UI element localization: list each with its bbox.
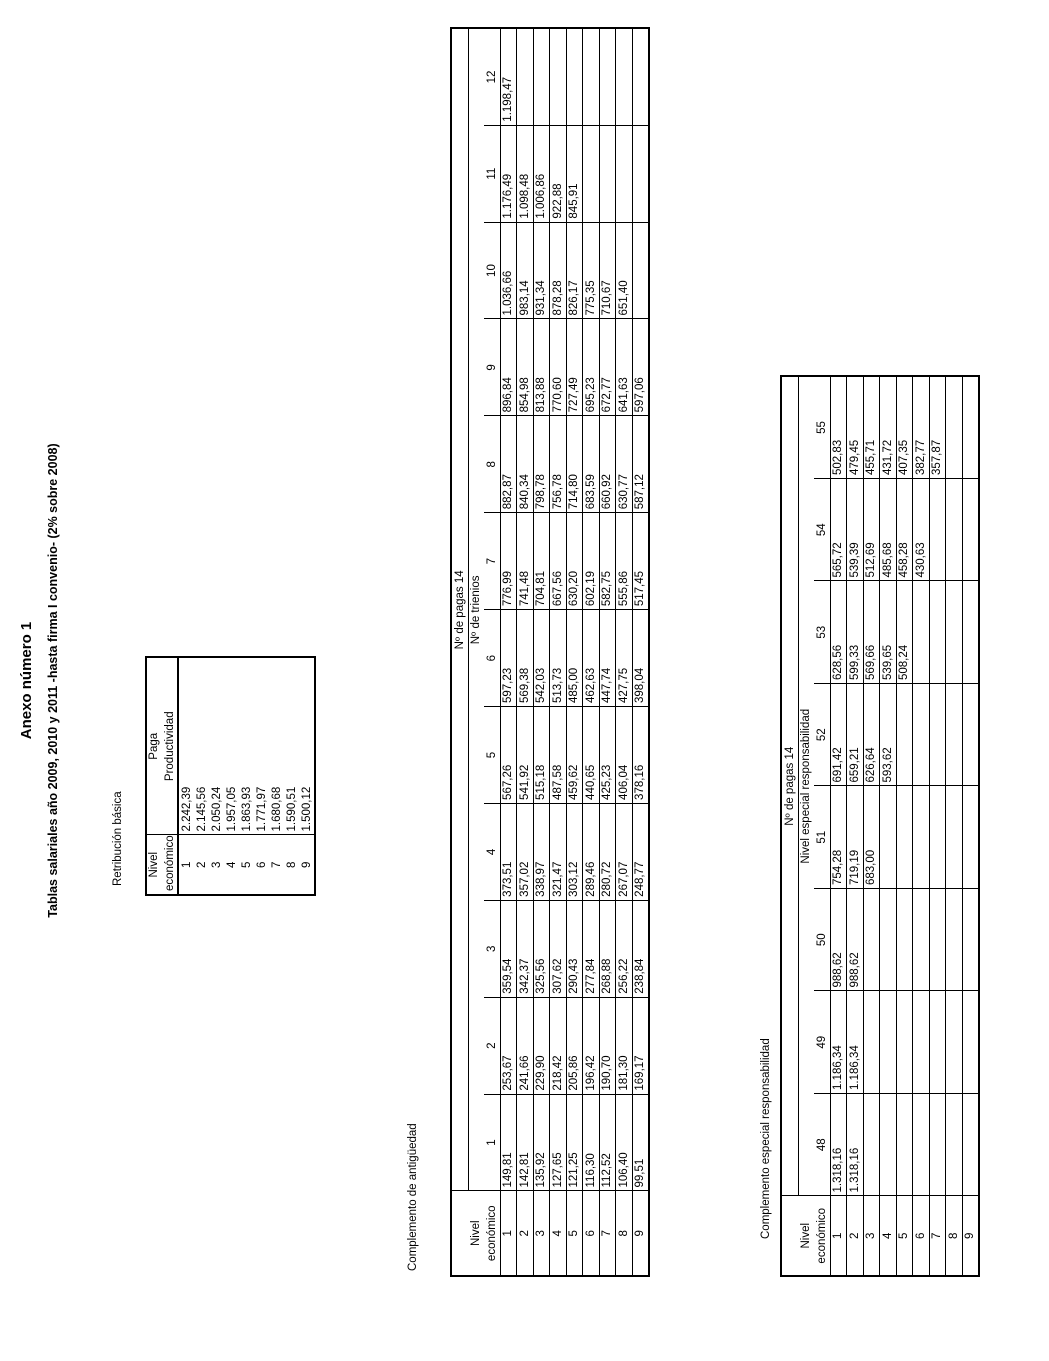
- antiguedad-value-cell: 280,72: [599, 803, 616, 900]
- antiguedad-value-cell: 1.006,86: [533, 125, 550, 222]
- antiguedad-value-cell: 359,54: [500, 900, 517, 997]
- antiguedad-value-cell: 321,47: [550, 803, 567, 900]
- basica-level-cell: 4: [225, 861, 238, 868]
- especial-value-cell: [946, 479, 963, 582]
- antiguedad-value-cell: 770,60: [550, 319, 567, 416]
- antiguedad-value-cell: 714,80: [566, 416, 583, 513]
- especial-value-cell: [962, 376, 979, 479]
- antiguedad-value-cell: [616, 125, 633, 222]
- antiguedad-value-cell: 840,34: [517, 416, 534, 513]
- especial-level-cell: 7: [929, 1196, 946, 1276]
- antiguedad-value-cell: [632, 222, 649, 319]
- antiguedad-col-header: 9: [484, 319, 500, 416]
- basica-value-cell: 2.242,39: [178, 657, 194, 835]
- especial-col-header: 51: [814, 786, 830, 889]
- especial-value-cell: 430,63: [913, 479, 930, 582]
- antiguedad-level-cell: 4: [550, 1191, 567, 1276]
- antiguedad-value-cell: 459,62: [566, 707, 583, 804]
- antiguedad-col-header: 12: [484, 28, 500, 125]
- antiguedad-value-cell: 127,65: [550, 1094, 567, 1191]
- especial-value-cell: [962, 889, 979, 992]
- especial-value-cell: 599,33: [847, 581, 864, 684]
- antiguedad-value-cell: 582,75: [599, 513, 616, 610]
- antiguedad-value-cell: 1.198,47: [500, 28, 517, 125]
- especial-value-cell: 539,39: [847, 479, 864, 582]
- especial-row: [929, 376, 946, 1276]
- antiguedad-value-cell: [550, 28, 567, 125]
- antiguedad-value-cell: 248,77: [632, 803, 649, 900]
- especial-value-cell: [913, 889, 930, 992]
- basica-level-cell: 6: [255, 861, 268, 868]
- antiguedad-value-cell: 342,37: [517, 900, 534, 997]
- antiguedad-value-cell: 555,86: [616, 513, 633, 610]
- especial-value-cell: [896, 684, 913, 787]
- antiguedad-value-cell: 667,56: [550, 513, 567, 610]
- antiguedad-value-cell: 741,48: [517, 513, 534, 610]
- especial-value-cell: [880, 991, 897, 1094]
- antiguedad-value-cell: 121,25: [566, 1094, 583, 1191]
- antiguedad-value-cell: 517,45: [632, 513, 649, 610]
- basica-row: [254, 657, 269, 895]
- antiguedad-value-cell: 425,23: [599, 707, 616, 804]
- especial-value-cell: [962, 991, 979, 1094]
- especial-value-cell: 626,64: [863, 684, 880, 787]
- especial-col-header: 50: [814, 889, 830, 992]
- especial-value-cell: [913, 581, 930, 684]
- page-subtitle: Tablas salariales año 2009, 2010 y 2011 -hasta firma I convenio- (2% sobre 2008): [46, 443, 60, 918]
- basica-header-level-1: Nivel: [148, 851, 160, 878]
- especial-level-cell: 6: [913, 1196, 930, 1276]
- antiguedad-value-cell: 1.036,66: [500, 222, 517, 319]
- antiguedad-value-cell: 826,17: [566, 222, 583, 319]
- basica-value-cell: 1.680,68: [269, 657, 284, 835]
- antiguedad-value-cell: 983,14: [517, 222, 534, 319]
- antiguedad-col-header: 1: [484, 1094, 500, 1191]
- antiguedad-value-cell: 542,03: [533, 610, 550, 707]
- especial-value-cell: 539,65: [880, 581, 897, 684]
- especial-value-cell: 512,69: [863, 479, 880, 582]
- antiguedad-value-cell: 447,74: [599, 610, 616, 707]
- antiguedad-value-cell: 169,17: [632, 997, 649, 1094]
- antiguedad-table: [450, 27, 650, 1277]
- especial-value-cell: 455,71: [863, 376, 880, 479]
- especial-value-cell: 683,00: [863, 786, 880, 889]
- especial-value-cell: [929, 786, 946, 889]
- antiguedad-col-header: 2: [484, 997, 500, 1094]
- especial-value-cell: [962, 479, 979, 582]
- basica-value-cell: 1.957,05: [224, 657, 239, 835]
- antiguedad-col-header: 3: [484, 900, 500, 997]
- antiguedad-value-cell: 776,99: [500, 513, 517, 610]
- antiguedad-value-cell: 513,73: [550, 610, 567, 707]
- antiguedad-trienios-header: Nº de trienios: [468, 28, 484, 1191]
- antiguedad-value-cell: 373,51: [500, 803, 517, 900]
- especial-pagas-header: Nº de pagas 14: [781, 376, 798, 1196]
- especial-value-cell: [929, 991, 946, 1094]
- antiguedad-row: [566, 28, 583, 1276]
- antiguedad-value-cell: 229,90: [533, 997, 550, 1094]
- antiguedad-value-cell: 756,78: [550, 416, 567, 513]
- antiguedad-pagas-header: Nº de pagas 14: [451, 28, 468, 1191]
- especial-value-cell: 593,62: [880, 684, 897, 787]
- antiguedad-value-cell: 672,77: [599, 319, 616, 416]
- antiguedad-value-cell: 931,34: [533, 222, 550, 319]
- antiguedad-row: [599, 28, 616, 1276]
- antiguedad-value-cell: 882,87: [500, 416, 517, 513]
- especial-level-cell: 9: [962, 1196, 979, 1276]
- especial-header-empty: [781, 1196, 798, 1276]
- antiguedad-col-header: 6: [484, 610, 500, 707]
- especial-value-cell: 719,19: [847, 786, 864, 889]
- especial-col-header: 54: [814, 479, 830, 582]
- basica-value-cell: 1.863,93: [239, 657, 254, 835]
- especial-level-cell: 3: [863, 1196, 880, 1276]
- especial-header-level-1: Nivel: [800, 1222, 812, 1249]
- antiguedad-value-cell: 135,92: [533, 1094, 550, 1191]
- especial-level-cell: 8: [946, 1196, 963, 1276]
- basica-value-cell: 1.500,12: [299, 657, 315, 835]
- antiguedad-value-cell: 597,06: [632, 319, 649, 416]
- especial-value-cell: [913, 991, 930, 1094]
- antiguedad-row: [583, 28, 600, 1276]
- especial-row: [863, 376, 880, 1276]
- especial-value-cell: [962, 684, 979, 787]
- especial-col-header: 48: [814, 1094, 830, 1197]
- basica-level-cell: 2: [195, 861, 208, 868]
- antiguedad-value-cell: [599, 28, 616, 125]
- antiguedad-value-cell: [632, 28, 649, 125]
- basica-row: [178, 657, 194, 895]
- antiguedad-level-cell: 7: [599, 1191, 616, 1276]
- especial-row: [847, 376, 864, 1276]
- antiguedad-value-cell: 325,56: [533, 900, 550, 997]
- especial-col-header: 53: [814, 581, 830, 684]
- antiguedad-level-cell: 3: [533, 1191, 550, 1276]
- basica-header-paga-2: Productividad: [162, 657, 178, 835]
- especial-value-cell: 502,83: [830, 376, 847, 479]
- antiguedad-header-empty: [451, 1191, 468, 1276]
- antiguedad-value-cell: [599, 125, 616, 222]
- especial-header-level-2: económico: [815, 1207, 828, 1264]
- antiguedad-value-cell: 106,40: [616, 1094, 633, 1191]
- antiguedad-level-cell: 8: [616, 1191, 633, 1276]
- antiguedad-value-cell: 651,40: [616, 222, 633, 319]
- especial-value-cell: [913, 786, 930, 889]
- especial-value-cell: 1.318,16: [847, 1094, 864, 1197]
- antiguedad-value-cell: 515,18: [533, 707, 550, 804]
- antiguedad-col-header: 10: [484, 222, 500, 319]
- antiguedad-value-cell: 660,92: [599, 416, 616, 513]
- especial-value-cell: [929, 479, 946, 582]
- antiguedad-value-cell: 142,81: [517, 1094, 534, 1191]
- especial-value-cell: 479,45: [847, 376, 864, 479]
- especial-value-cell: [946, 684, 963, 787]
- especial-value-cell: [896, 991, 913, 1094]
- antiguedad-value-cell: 116,30: [583, 1094, 600, 1191]
- antiguedad-value-cell: [632, 125, 649, 222]
- especial-value-cell: [913, 1094, 930, 1197]
- antiguedad-value-cell: 149,81: [500, 1094, 517, 1191]
- antiguedad-value-cell: 267,07: [616, 803, 633, 900]
- antiguedad-value-cell: 567,26: [500, 707, 517, 804]
- especial-value-cell: [946, 889, 963, 992]
- especial-value-cell: 485,68: [880, 479, 897, 582]
- especial-value-cell: 628,56: [830, 581, 847, 684]
- antiguedad-value-cell: 253,67: [500, 997, 517, 1094]
- antiguedad-value-cell: 357,02: [517, 803, 534, 900]
- antiguedad-header-level-2: económico: [485, 1205, 498, 1262]
- especial-value-cell: [962, 581, 979, 684]
- antiguedad-value-cell: 196,42: [583, 997, 600, 1094]
- antiguedad-value-cell: [583, 28, 600, 125]
- especial-value-cell: [962, 786, 979, 889]
- especial-level-cell: 2: [847, 1196, 864, 1276]
- antiguedad-row: [517, 28, 534, 1276]
- antiguedad-value-cell: 896,84: [500, 319, 517, 416]
- antiguedad-value-cell: 541,92: [517, 707, 534, 804]
- antiguedad-level-cell: 9: [632, 1191, 649, 1276]
- antiguedad-value-cell: 798,78: [533, 416, 550, 513]
- basica-value-cell: 1.590,51: [284, 657, 299, 835]
- antiguedad-col-header: 11: [484, 125, 500, 222]
- antiguedad-value-cell: 268,88: [599, 900, 616, 997]
- especial-value-cell: [946, 786, 963, 889]
- especial-value-cell: [863, 991, 880, 1094]
- antiguedad-value-cell: 462,63: [583, 610, 600, 707]
- basica-level-cell: 3: [210, 861, 223, 868]
- especial-level-cell: 4: [880, 1196, 897, 1276]
- antiguedad-value-cell: 727,49: [566, 319, 583, 416]
- especial-value-cell: 382,77: [913, 376, 930, 479]
- antiguedad-value-cell: 587,12: [632, 416, 649, 513]
- especial-value-cell: [896, 889, 913, 992]
- antiguedad-value-cell: 440,65: [583, 707, 600, 804]
- antiguedad-value-cell: 602,19: [583, 513, 600, 610]
- especial-value-cell: [863, 889, 880, 992]
- antiguedad-value-cell: 1.098,48: [517, 125, 534, 222]
- especial-value-cell: 458,28: [896, 479, 913, 582]
- especial-level-cell: 5: [896, 1196, 913, 1276]
- especial-value-cell: 754,28: [830, 786, 847, 889]
- especial-value-cell: 988,62: [847, 889, 864, 992]
- basica-level-cell: 1: [178, 835, 194, 895]
- especial-col-header: 49: [814, 991, 830, 1094]
- especial-level-cell: 1: [830, 1196, 847, 1276]
- antiguedad-value-cell: [583, 125, 600, 222]
- especial-value-cell: [929, 581, 946, 684]
- antiguedad-value-cell: 813,88: [533, 319, 550, 416]
- antiguedad-value-cell: 290,43: [566, 900, 583, 997]
- basica-row: [209, 657, 224, 895]
- especial-value-cell: [880, 889, 897, 992]
- basica-level-cell: 5: [240, 861, 253, 868]
- antiguedad-value-cell: 485,00: [566, 610, 583, 707]
- antiguedad-value-cell: [566, 28, 583, 125]
- especial-value-cell: 357,87: [929, 376, 946, 479]
- antiguedad-value-cell: 277,84: [583, 900, 600, 997]
- basica-row: [299, 657, 315, 895]
- antiguedad-value-cell: 922,88: [550, 125, 567, 222]
- especial-value-cell: 508,24: [896, 581, 913, 684]
- basica-row: [269, 657, 284, 895]
- antiguedad-level-cell: 5: [566, 1191, 583, 1276]
- antiguedad-col-header: 7: [484, 513, 500, 610]
- antiguedad-value-cell: 303,12: [566, 803, 583, 900]
- antiguedad-col-header: 4: [484, 803, 500, 900]
- antiguedad-header-level-1: Nivel: [470, 1220, 482, 1247]
- antiguedad-row: [500, 28, 517, 1276]
- antiguedad-value-cell: 630,77: [616, 416, 633, 513]
- antiguedad-value-cell: 569,38: [517, 610, 534, 707]
- antiguedad-value-cell: 181,30: [616, 997, 633, 1094]
- especial-row: [946, 376, 963, 1276]
- basica-header-level-2: económico: [164, 835, 176, 891]
- antiguedad-level-cell: 2: [517, 1191, 534, 1276]
- especial-table: [780, 375, 980, 1277]
- antiguedad-value-cell: 205,86: [566, 997, 583, 1094]
- especial-value-cell: [946, 1094, 963, 1197]
- especial-col-header: 52: [814, 684, 830, 787]
- especial-value-cell: [929, 1094, 946, 1197]
- especial-value-cell: 1.186,34: [830, 991, 847, 1094]
- especial-row: [896, 376, 913, 1276]
- antiguedad-value-cell: 1.176,49: [500, 125, 517, 222]
- antiguedad-value-cell: 112,52: [599, 1094, 616, 1191]
- antiguedad-value-cell: [517, 28, 534, 125]
- basica-table: [145, 656, 316, 896]
- especial-value-cell: [913, 684, 930, 787]
- antiguedad-level-cell: 6: [583, 1191, 600, 1276]
- antiguedad-value-cell: 256,22: [616, 900, 633, 997]
- antiguedad-value-cell: 695,23: [583, 319, 600, 416]
- especial-value-cell: 659,21: [847, 684, 864, 787]
- antiguedad-value-cell: 854,98: [517, 319, 534, 416]
- especial-value-cell: [929, 684, 946, 787]
- especial-value-cell: [946, 991, 963, 1094]
- basica-caption: Retribución básica: [112, 791, 124, 886]
- antiguedad-value-cell: 241,66: [517, 997, 534, 1094]
- antiguedad-value-cell: 406,04: [616, 707, 633, 804]
- basica-header-paga-1: Paga: [146, 657, 162, 835]
- antiguedad-value-cell: 775,35: [583, 222, 600, 319]
- antiguedad-value-cell: 427,75: [616, 610, 633, 707]
- especial-value-cell: [896, 786, 913, 889]
- antiguedad-value-cell: 289,46: [583, 803, 600, 900]
- antiguedad-value-cell: 238,84: [632, 900, 649, 997]
- antiguedad-value-cell: 398,04: [632, 610, 649, 707]
- antiguedad-value-cell: 845,91: [566, 125, 583, 222]
- page-title: Anexo número 1: [18, 621, 35, 740]
- antiguedad-value-cell: 487,58: [550, 707, 567, 804]
- especial-value-cell: 1.318,16: [830, 1094, 847, 1197]
- basica-row: [224, 657, 239, 895]
- antiguedad-value-cell: 378,16: [632, 707, 649, 804]
- antiguedad-value-cell: 704,81: [533, 513, 550, 610]
- especial-value-cell: [929, 889, 946, 992]
- especial-row: [880, 376, 897, 1276]
- especial-row: [962, 376, 979, 1276]
- especial-nivel-header: Nivel especial responsabilidad: [798, 376, 814, 1196]
- antiguedad-value-cell: 683,59: [583, 416, 600, 513]
- antiguedad-value-cell: 218,42: [550, 997, 567, 1094]
- especial-value-cell: [946, 581, 963, 684]
- antiguedad-value-cell: 338,97: [533, 803, 550, 900]
- especial-value-cell: 407,35: [896, 376, 913, 479]
- antiguedad-value-cell: [533, 28, 550, 125]
- basica-value-cell: 1.771,97: [254, 657, 269, 835]
- basica-level-cell: 9: [300, 861, 313, 868]
- especial-value-cell: 431,72: [880, 376, 897, 479]
- especial-value-cell: 1.186,34: [847, 991, 864, 1094]
- especial-value-cell: [896, 1094, 913, 1197]
- basica-value-cell: 2.050,24: [209, 657, 224, 835]
- especial-value-cell: 988,62: [830, 889, 847, 992]
- antiguedad-value-cell: 99,51: [632, 1094, 649, 1191]
- antiguedad-col-header: 8: [484, 416, 500, 513]
- antiguedad-row: [632, 28, 649, 1276]
- especial-value-cell: [863, 1094, 880, 1197]
- especial-value-cell: 565,72: [830, 479, 847, 582]
- antiguedad-row: [616, 28, 633, 1276]
- especial-value-cell: [962, 1094, 979, 1197]
- antiguedad-value-cell: 630,20: [566, 513, 583, 610]
- antiguedad-value-cell: 641,63: [616, 319, 633, 416]
- antiguedad-value-cell: 307,62: [550, 900, 567, 997]
- especial-row: [830, 376, 847, 1276]
- especial-col-header: 55: [814, 376, 830, 479]
- especial-value-cell: 569,66: [863, 581, 880, 684]
- especial-caption: Complemento especial responsabilidad: [760, 1038, 772, 1239]
- antiguedad-value-cell: 878,28: [550, 222, 567, 319]
- basica-level-cell: 8: [285, 861, 298, 868]
- basica-level-cell: 7: [270, 861, 283, 868]
- especial-value-cell: [946, 376, 963, 479]
- antiguedad-value-cell: [616, 28, 633, 125]
- especial-value-cell: [880, 1094, 897, 1197]
- antiguedad-value-cell: 190,70: [599, 997, 616, 1094]
- basica-row: [239, 657, 254, 895]
- antiguedad-caption: Complemento de antigüedad: [407, 1123, 419, 1271]
- basica-row: [284, 657, 299, 895]
- antiguedad-row: [533, 28, 550, 1276]
- antiguedad-level-cell: 1: [500, 1191, 517, 1276]
- especial-value-cell: [880, 786, 897, 889]
- especial-value-cell: 691,42: [830, 684, 847, 787]
- antiguedad-col-header: 5: [484, 707, 500, 804]
- especial-row: [913, 376, 930, 1276]
- antiguedad-value-cell: 597,23: [500, 610, 517, 707]
- basica-value-cell: 2.145,56: [194, 657, 209, 835]
- antiguedad-row: [550, 28, 567, 1276]
- antiguedad-value-cell: 710,67: [599, 222, 616, 319]
- basica-row: [194, 657, 209, 895]
